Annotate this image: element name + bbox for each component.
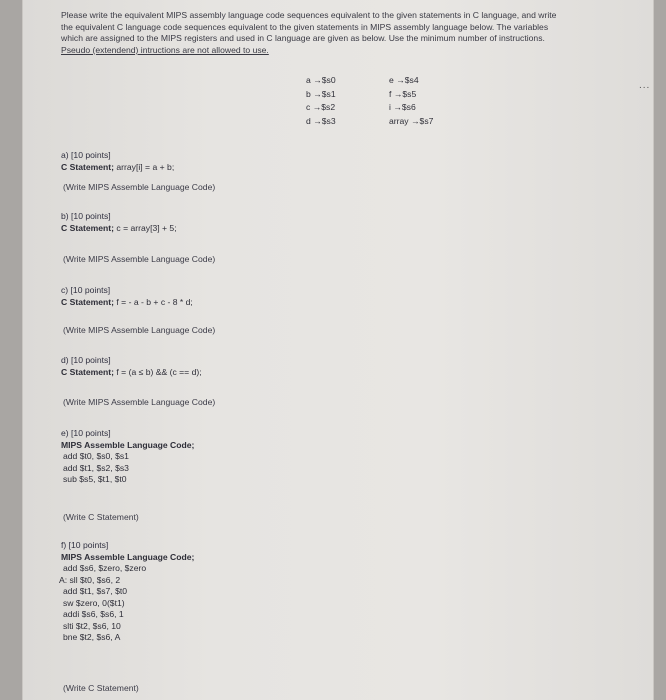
instructions-paragraph (61, 10, 641, 56)
question-b (61, 211, 177, 234)
intro-line-2: the equivalent C language code sequences equivalent to the given statements in MIPS assembly language below. The variables (61, 21, 549, 32)
question-e (61, 428, 194, 486)
code-line: add $t0, $s0, $s1 (63, 451, 129, 461)
answer-prompt: (Write MIPS Assemble Language Code) (63, 325, 216, 335)
code-line: sw $zero, 0($t1) (63, 597, 125, 608)
question-label: f) [10 points] (61, 540, 109, 550)
c-statement (61, 367, 202, 379)
code-line: add $t1, $s7, $t0 (63, 586, 128, 596)
answer-prompt: (Write MIPS Assemble Language Code) (63, 397, 216, 407)
intro-line-4: Pseudo (extendend) intructions are not allowed to use. (61, 44, 269, 55)
statement-key: C Statement; (61, 222, 115, 233)
answer-prompt: (Write C Statement) (63, 683, 139, 693)
register-mapping: d →$s3 (306, 115, 336, 126)
register-mapping: a →$s0 (306, 75, 336, 85)
question-label: a) [10 points] (61, 150, 111, 160)
code-line: addi $s6, $s6, 1 (63, 609, 124, 619)
code-line: sub $s5, $t1, $t0 (63, 474, 127, 484)
register-mapping: b →$s1 (306, 88, 336, 99)
code-line: add $s6, $zero, $zero (63, 563, 147, 573)
statement-key: C Statement; (61, 366, 115, 377)
c-statement (61, 162, 174, 174)
question-label: d) [10 points] (61, 355, 111, 365)
register-list-right (389, 74, 433, 128)
c-statement (61, 223, 177, 235)
statement-text: f = - a - b + c - 8 * d; (114, 296, 193, 307)
c-statement (61, 297, 193, 309)
code-line: A: sll $t0, $s6, 2 (59, 574, 121, 585)
question-label: b) [10 points] (61, 211, 111, 221)
question-label: e) [10 points] (61, 428, 111, 438)
intro-line-3: which are assigned to the MIPS registers and used in C language are given as below. Use the minimum number of instructions. (61, 33, 545, 44)
register-mapping: i →$s6 (389, 102, 416, 112)
statement-text: c = array[3] + 5; (114, 222, 177, 233)
more-options-icon[interactable]: ... (639, 80, 651, 91)
mips-code-block (63, 451, 194, 486)
statement-text: array[i] = a + b; (114, 161, 175, 172)
document-page (22, 0, 654, 700)
register-mapping: c →$s2 (306, 102, 336, 112)
question-label: c) [10 points] (61, 285, 111, 295)
question-c (61, 285, 193, 308)
answer-prompt: (Write C Statement) (63, 512, 139, 522)
mips-code-block (59, 563, 194, 644)
register-mapping: e →$s4 (389, 75, 419, 85)
register-mapping: f →$s5 (389, 88, 417, 99)
answer-prompt: (Write MIPS Assemble Language Code) (63, 182, 216, 192)
intro-line-1: Please write the equivalent MIPS assembly language code sequences equivalent to the given statements in C language, and write (61, 10, 557, 20)
statement-key: C Statement; (61, 296, 115, 307)
question-f (61, 540, 194, 644)
register-mapping: array →$s7 (389, 115, 434, 126)
statement-text: f = (a ≤ b) && (c == d); (114, 366, 202, 377)
code-line: add $t1, $s2, $s3 (63, 462, 129, 473)
register-list-left (306, 74, 336, 128)
code-key: MIPS Assemble Language Code; (61, 439, 195, 450)
question-d (61, 355, 202, 378)
answer-prompt: (Write MIPS Assemble Language Code) (63, 254, 216, 264)
code-line: bne $t2, $s6, A (63, 632, 121, 642)
code-key: MIPS Assemble Language Code; (61, 551, 195, 562)
question-a (61, 150, 174, 173)
code-line: slti $t2, $s6, 10 (63, 620, 121, 631)
statement-key: C Statement; (61, 161, 115, 172)
